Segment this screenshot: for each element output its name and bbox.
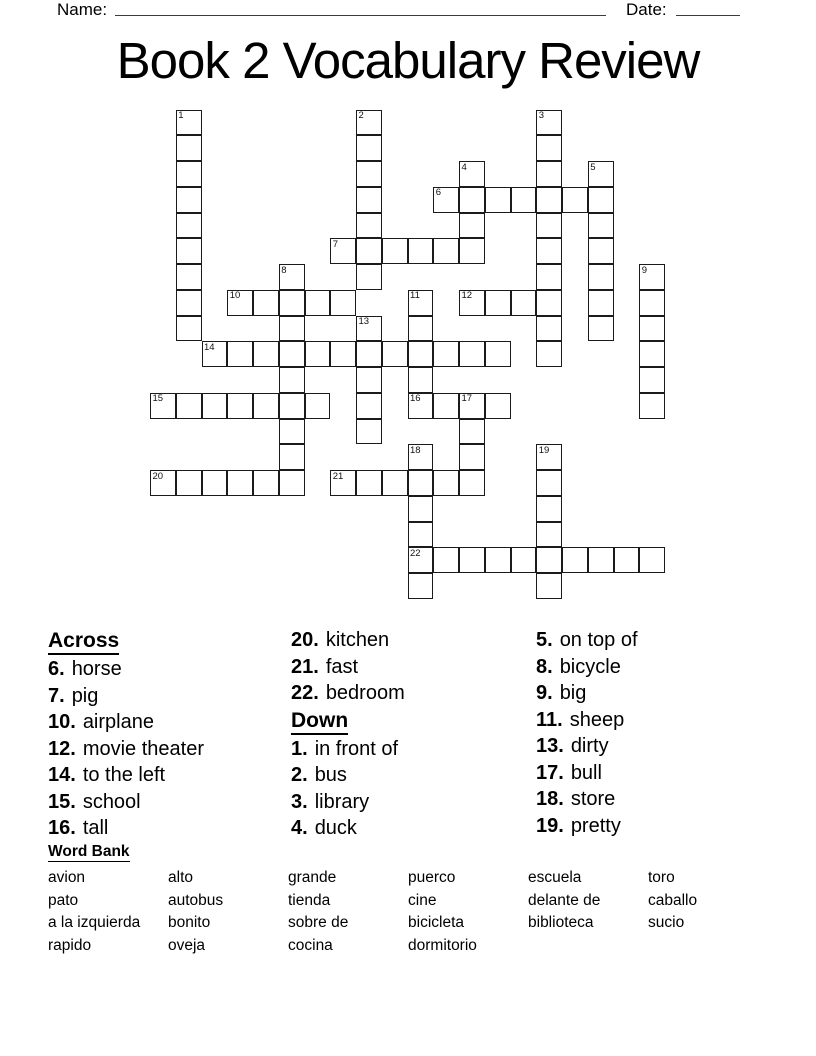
grid-cell [356,213,382,239]
clue-text: school [82,790,141,813]
grid-cell [176,187,202,213]
grid-cell [176,290,202,316]
word-bank-column [408,869,477,960]
grid-cell [227,341,253,367]
grid-cell [382,470,408,496]
clue-item [48,711,204,738]
grid-cell [176,470,202,496]
grid-cell [639,341,665,367]
clue-text: horse [71,658,122,680]
grid-cell [330,238,356,264]
cell-number: 6 [435,187,442,199]
word-bank-header-label: Word Bank [48,843,130,860]
grid-cell [433,393,459,419]
grid-cell [459,341,485,367]
word-bank-item: alto [168,869,193,886]
grid-cell [485,393,511,419]
grid-cell [511,290,537,316]
grid-cell [459,444,485,470]
grid-cell [536,470,562,496]
grid-cell [459,238,485,264]
clue-item [536,735,638,762]
clue-item [291,656,405,683]
grid-cell [356,367,382,393]
clue-item [48,738,204,765]
grid-cell [227,393,253,419]
grid-cell [639,264,665,290]
grid-cell [202,341,228,367]
grid-cell [253,341,279,367]
clues-column-2 [291,629,405,844]
grid-cell [305,290,331,316]
grid-cell [536,522,562,548]
grid-cell [408,238,434,264]
word-bank-item: sucio [648,914,685,932]
clue-text: bicycle [559,655,621,678]
clue-number: 5. [536,629,553,651]
clue-number: 10. [48,711,76,733]
grid-cell [459,187,485,213]
clue-item [48,764,204,791]
cell-number: 19 [538,444,550,456]
grid-cell [639,393,665,419]
grid-cell [511,547,537,573]
cell-number: 16 [410,393,421,405]
clue-text: to the left [82,764,166,786]
grid-cell [356,187,382,213]
clue-text: dirty [570,735,609,757]
date-label: Date: [626,0,667,19]
cell-number: 9 [641,264,648,276]
clue-number: 3. [291,790,308,813]
cell-number: 18 [410,444,421,456]
cell-number: 14 [204,341,215,353]
clue-item [536,629,638,656]
clue-number: 17. [536,761,564,784]
clue-number: 7. [48,684,65,707]
grid-cell [176,213,202,239]
grid-cell [536,213,562,239]
word-bank-item: sobre de [288,914,349,932]
clue-text: airplane [82,711,154,733]
word-bank-item: autobus [168,891,224,909]
grid-cell [382,341,408,367]
grid-cell [150,470,176,496]
grid-cell [459,290,485,316]
clue-text: big [559,682,587,704]
grid-cell [459,161,485,187]
grid-cell [356,419,382,445]
clue-item [48,791,204,818]
clue-number: 11. [536,708,563,731]
clues-column-3 [536,629,638,841]
clue-number: 19. [536,814,564,837]
word-bank-column [528,869,600,937]
cell-number: 8 [281,264,287,276]
cell-number: 2 [358,110,364,121]
clue-text: bus [314,764,347,786]
grid-cell [536,316,562,342]
grid-cell [253,393,279,419]
word-bank-item: bicicleta [408,914,464,932]
word-bank-header [48,843,788,869]
grid-cell [176,264,202,290]
cell-number: 22 [410,547,421,559]
word-bank-item: grande [288,869,337,886]
clue-item [536,788,638,815]
grid-cell [356,470,382,496]
clue-item [48,685,204,712]
word-bank-item: rapido [48,937,92,955]
grid-cell [562,187,588,213]
grid-cell [536,135,562,161]
grid-cell [536,341,562,367]
grid-cell [279,470,305,496]
grid-cell [459,419,485,445]
word-bank-item: avion [48,869,86,886]
clue-item [291,817,405,844]
grid-cell [433,187,459,213]
clue-text: sheep [569,708,625,731]
grid-cell [202,470,228,496]
word-bank-item: pato [48,891,79,909]
grid-cell [639,316,665,342]
word-bank-item: cine [408,891,437,909]
clue-number: 14. [48,764,76,786]
grid-cell [176,238,202,264]
clue-item [536,656,638,683]
cell-number: 7 [332,238,339,250]
clue-number: 8. [536,655,553,678]
clue-text: bull [570,761,602,784]
clue-item [48,817,204,844]
word-bank-item: cocina [288,937,333,955]
word-bank-item: tienda [288,891,331,909]
grid-cell [408,367,434,393]
word-bank-item: caballo [648,891,698,909]
grid-cell [459,470,485,496]
clue-item [48,658,204,685]
cell-number: 1 [178,110,184,121]
down-header [291,709,405,738]
clue-text: duck [314,817,357,839]
grid-cell [588,316,614,342]
grid-cell [408,522,434,548]
grid-cell [433,547,459,573]
grid-cell [176,161,202,187]
word-bank-item: escuela [528,869,582,886]
grid-cell [279,290,305,316]
cell-number: 4 [461,161,467,173]
grid-cell [536,187,562,213]
grid-cell [408,470,434,496]
clue-text: tall [82,817,109,839]
across-clues-list-continued [291,629,405,709]
grid-cell [305,341,331,367]
clue-text: on top of [559,629,638,651]
clue-item [291,682,405,709]
across-header-label: Across [48,629,119,655]
grid-cell [408,496,434,522]
grid-cell [382,238,408,264]
grid-cell [279,367,305,393]
grid-cell [408,444,434,470]
clues-column-1 [48,629,204,844]
clue-text: in front of [314,737,399,760]
word-bank-column [288,869,348,960]
grid-cell [279,419,305,445]
grid-cell [356,135,382,161]
grid-cell [536,264,562,290]
clue-number: 2. [291,764,308,786]
clue-number: 12. [48,737,76,760]
grid-cell [588,238,614,264]
grid-cell [536,290,562,316]
down-clues-list [291,738,405,844]
clue-item [536,762,638,789]
grid-cell [588,161,614,187]
word-bank-section [48,843,788,983]
grid-cell [485,187,511,213]
clue-item [536,709,638,736]
clue-text: pig [71,684,99,707]
grid-cell [485,290,511,316]
grid-cell [356,393,382,419]
grid-cell [433,341,459,367]
clue-text: fast [325,655,359,678]
page-title: Book 2 Vocabulary Review [116,32,700,89]
clue-text: library [314,790,370,813]
grid-cell [562,547,588,573]
grid-cell [536,444,562,470]
word-bank-column [48,869,140,960]
grid-cell [536,573,562,599]
grid-cell [536,161,562,187]
word-bank-item: biblioteca [528,914,594,932]
grid-cell [408,393,434,419]
clue-number: 15. [48,790,76,813]
grid-cell [639,290,665,316]
grid-cell [485,341,511,367]
grid-cell [588,213,614,239]
grid-cell [356,238,382,264]
grid-cell [588,187,614,213]
clue-number: 4. [291,817,308,839]
clue-number: 20. [291,629,319,651]
clue-number: 22. [291,682,319,704]
cell-number: 15 [152,393,164,405]
grid-cell [202,393,228,419]
clue-item [291,764,405,791]
grid-cell [227,470,253,496]
grid-cell [253,470,279,496]
grid-cell [459,213,485,239]
clue-number: 13. [536,735,564,757]
grid-cell [279,264,305,290]
grid-cell [588,264,614,290]
grid-cell [639,547,665,573]
grid-cell [408,341,434,367]
grid-cell [536,110,562,136]
grid-cell [253,290,279,316]
clue-text: kitchen [325,629,390,651]
across-clues-list [48,658,204,844]
grid-cell [614,547,640,573]
clue-number: 1. [291,737,308,760]
cell-number: 20 [152,470,164,482]
grid-cell [330,470,356,496]
grid-cell [459,393,485,419]
word-bank-item: delante de [528,891,601,909]
clue-text: store [570,788,616,810]
clue-number: 21. [291,655,319,678]
grid-cell [408,547,434,573]
word-bank-item: puerco [408,869,456,886]
cell-number: 10 [229,290,241,302]
name-label: Name: [57,0,108,19]
clue-text: movie theater [82,737,204,760]
grid-cell [279,444,305,470]
grid-cell [150,393,176,419]
word-bank-item: toro [648,869,675,886]
grid-cell [588,290,614,316]
grid-cell [227,290,253,316]
grid-cell [279,316,305,342]
word-bank-item: a la izquierda [48,914,141,932]
grid-cell [356,110,382,136]
grid-cell [408,290,434,316]
grid-cell [459,547,485,573]
grid-cell [176,316,202,342]
grid-cell [356,161,382,187]
grid-cell [176,393,202,419]
grid-cell [639,367,665,393]
grid-cell [305,393,331,419]
clue-text: pretty [570,814,621,837]
clue-item [291,791,405,818]
cell-number: 5 [590,161,596,173]
clue-item [291,738,405,765]
clue-item [536,815,638,842]
grid-cell [433,238,459,264]
cell-number: 13 [358,316,370,327]
grid-cell [356,316,382,342]
clue-number: 6. [48,658,65,680]
grid-cell [536,238,562,264]
grid-cell [279,341,305,367]
word-bank-item: dormitorio [408,937,477,955]
grid-cell [511,187,537,213]
grid-cell [356,264,382,290]
cell-number: 12 [461,290,473,302]
clue-item [536,682,638,709]
clue-text: bedroom [325,682,405,704]
clue-number: 16. [48,817,76,839]
word-bank-column [648,869,697,937]
clue-number: 9. [536,682,553,704]
cell-number: 11 [410,290,420,302]
grid-cell [408,573,434,599]
cell-number: 21 [332,470,344,482]
grid-cell [408,316,434,342]
cell-number: 3 [538,110,545,121]
word-bank-column [168,869,223,960]
grid-cell [485,547,511,573]
grid-cell [536,547,562,573]
down-header-label: Down [291,709,348,735]
grid-cell [330,290,356,316]
word-bank-item: bonito [168,914,211,932]
grid-cell [433,470,459,496]
across-header [48,629,204,658]
grid-cell [330,341,356,367]
grid-cell [279,393,305,419]
grid-cell [536,496,562,522]
cell-number: 17 [461,393,473,405]
grid-cell [176,110,202,136]
clue-item [291,629,405,656]
grid-cell [356,341,382,367]
word-bank-item: oveja [168,937,206,955]
grid-cell [588,547,614,573]
down-clues-list-continued [536,629,638,841]
clue-number: 18. [536,788,564,810]
grid-cell [176,135,202,161]
